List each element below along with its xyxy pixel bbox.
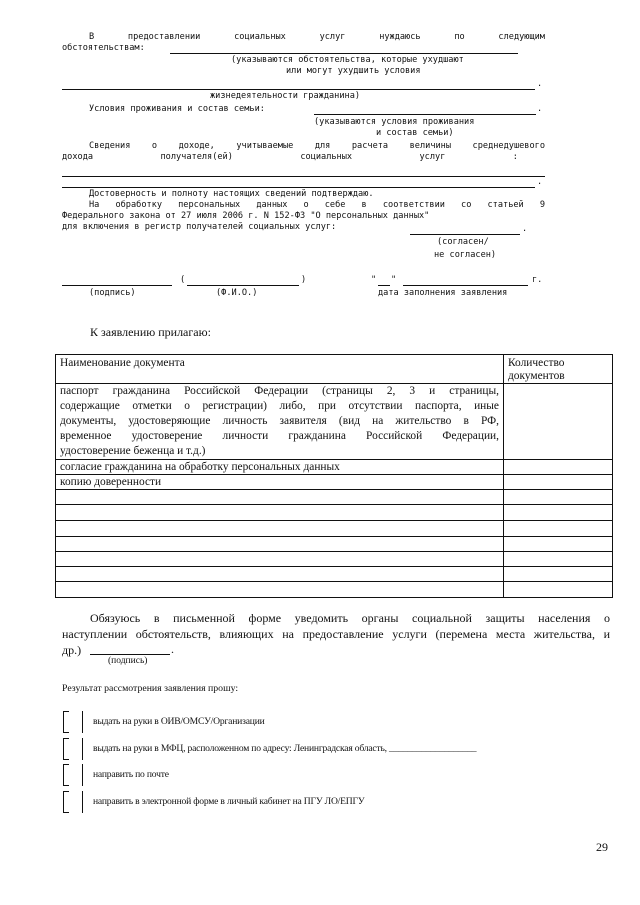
- attachments-title: К заявлению прилагаю:: [90, 325, 211, 339]
- header-document-name: Наименование документа: [60, 357, 185, 369]
- form-hint-living-1: (указываются условия проживания: [314, 117, 475, 127]
- income-field-2[interactable]: [62, 187, 535, 188]
- form-hint-consent-2: не согласен): [434, 250, 497, 260]
- form-hint-circumstances-1: (указываются обстоятельства, которые ухудшают: [231, 55, 464, 65]
- signature-field[interactable]: [62, 285, 172, 286]
- consent-field[interactable]: [410, 234, 520, 235]
- option-label-mfc: выдать на руки в МФЦ, расположенном по адресу: Ленинградская область, ___________________: [93, 743, 477, 754]
- quote-close: ": [391, 275, 397, 285]
- form-dot: .: [171, 642, 174, 656]
- row-power-of-attorney: копию доверенности: [60, 476, 162, 488]
- row-passport-line-4: временное удостоверение личности гражданина Российской Федерации,: [60, 430, 499, 442]
- living-conditions-field[interactable]: [314, 114, 536, 115]
- income-field-1[interactable]: [62, 176, 545, 177]
- form-dot: .: [537, 104, 543, 114]
- form-hint-circumstances-2: или могут ухудшить условия: [286, 66, 421, 76]
- form-hint-circumstances-3: жизнедеятельности гражданина): [210, 91, 361, 101]
- form-line-1: В предоставлении социальных услуг нуждаюсь по следующим: [89, 32, 545, 42]
- circumstances-field[interactable]: [170, 53, 518, 54]
- header-count-1: Количество: [508, 357, 565, 369]
- fio-label: (Ф.И.О.): [216, 288, 258, 298]
- option-label-post: направить по почте: [93, 769, 169, 780]
- quote-open: ": [371, 275, 377, 285]
- form-line-income-1: Сведения о доходе, учитываемые для расчета величины среднедушевого: [89, 141, 545, 151]
- form-hint-living-2: и состав семьи): [376, 128, 454, 138]
- pledge-line-2: наступлении обстоятельств, влияющих на предоставление услуги (перемена места жительства, и: [62, 627, 610, 641]
- option-checkbox-post[interactable]: [63, 764, 83, 786]
- pledge-line-1: Обязуюсь в письменной форме уведомить органы социальной защиты населения о: [90, 611, 610, 625]
- pledge-signature-label: (подпись): [108, 656, 148, 666]
- paren-close: ): [301, 275, 307, 285]
- pledge-signature-field[interactable]: [90, 654, 170, 655]
- page-number: 29: [596, 840, 608, 854]
- header-count-2: документов: [508, 370, 565, 382]
- form-dot: .: [537, 177, 543, 187]
- option-label-oiv: выдать на руки в ОИВ/ОМСУ/Организации: [93, 716, 265, 727]
- option-checkbox-electronic[interactable]: [63, 791, 83, 813]
- result-title: Результат рассмотрения заявления прошу:: [62, 683, 239, 694]
- paren-open: (: [180, 275, 186, 285]
- form-line-confirm: Достоверность и полноту настоящих сведений подтверждаю.: [89, 189, 374, 199]
- row-passport-line-1: паспорт гражданина Российской Федерации (страницы 2, 3 и страницы,: [60, 385, 499, 397]
- row-passport-line-5: удостоверение беженца и т.д.): [60, 445, 206, 457]
- circumstances-field-2[interactable]: [62, 89, 535, 90]
- form-label-living-conditions: Условия проживания и состав семьи:: [89, 104, 265, 114]
- form-line-income-2: дохода получателя(ей) социальных услуг :: [62, 152, 518, 162]
- option-checkbox-mfc[interactable]: [63, 738, 83, 760]
- form-line-consent-1: На обработку персональных данных о себе в соответствии со статьей 9: [89, 200, 545, 210]
- option-label-electronic: направить в электронной форме в личный кабинет на ПГУ ЛО/ЕПГУ: [93, 796, 365, 807]
- date-month-field[interactable]: [403, 285, 528, 286]
- attachments-table: [55, 354, 612, 597]
- row-passport-line-3: документы, удостоверяющие личность заявителя (вид на жительство в РФ,: [60, 415, 499, 427]
- date-label: дата заполнения заявления: [378, 288, 508, 298]
- form-dot: .: [537, 79, 543, 89]
- pledge-line-3: др.): [62, 643, 82, 657]
- form-dot: .: [522, 224, 528, 234]
- form-label-circumstances: обстоятельствам:: [62, 43, 145, 53]
- row-passport-line-2: содержащие отметки о регистрации) либо, при отсутствии паспорта, иные: [60, 400, 499, 412]
- form-line-consent-2: Федерального закона от 27 июля 2006 г. N 152-ФЗ "О персональных данных": [62, 211, 430, 221]
- row-consent: согласие гражданина на обработку персональных данных: [60, 461, 340, 473]
- option-checkbox-oiv[interactable]: [63, 711, 83, 733]
- year-label: г.: [532, 275, 543, 285]
- date-day-field[interactable]: [378, 285, 390, 286]
- signature-label: (подпись): [89, 288, 136, 298]
- form-hint-consent-1: (согласен/: [437, 237, 489, 247]
- form-line-consent-3: для включения в регистр получателей социальных услуг:: [62, 222, 337, 232]
- fio-field[interactable]: [187, 285, 299, 286]
